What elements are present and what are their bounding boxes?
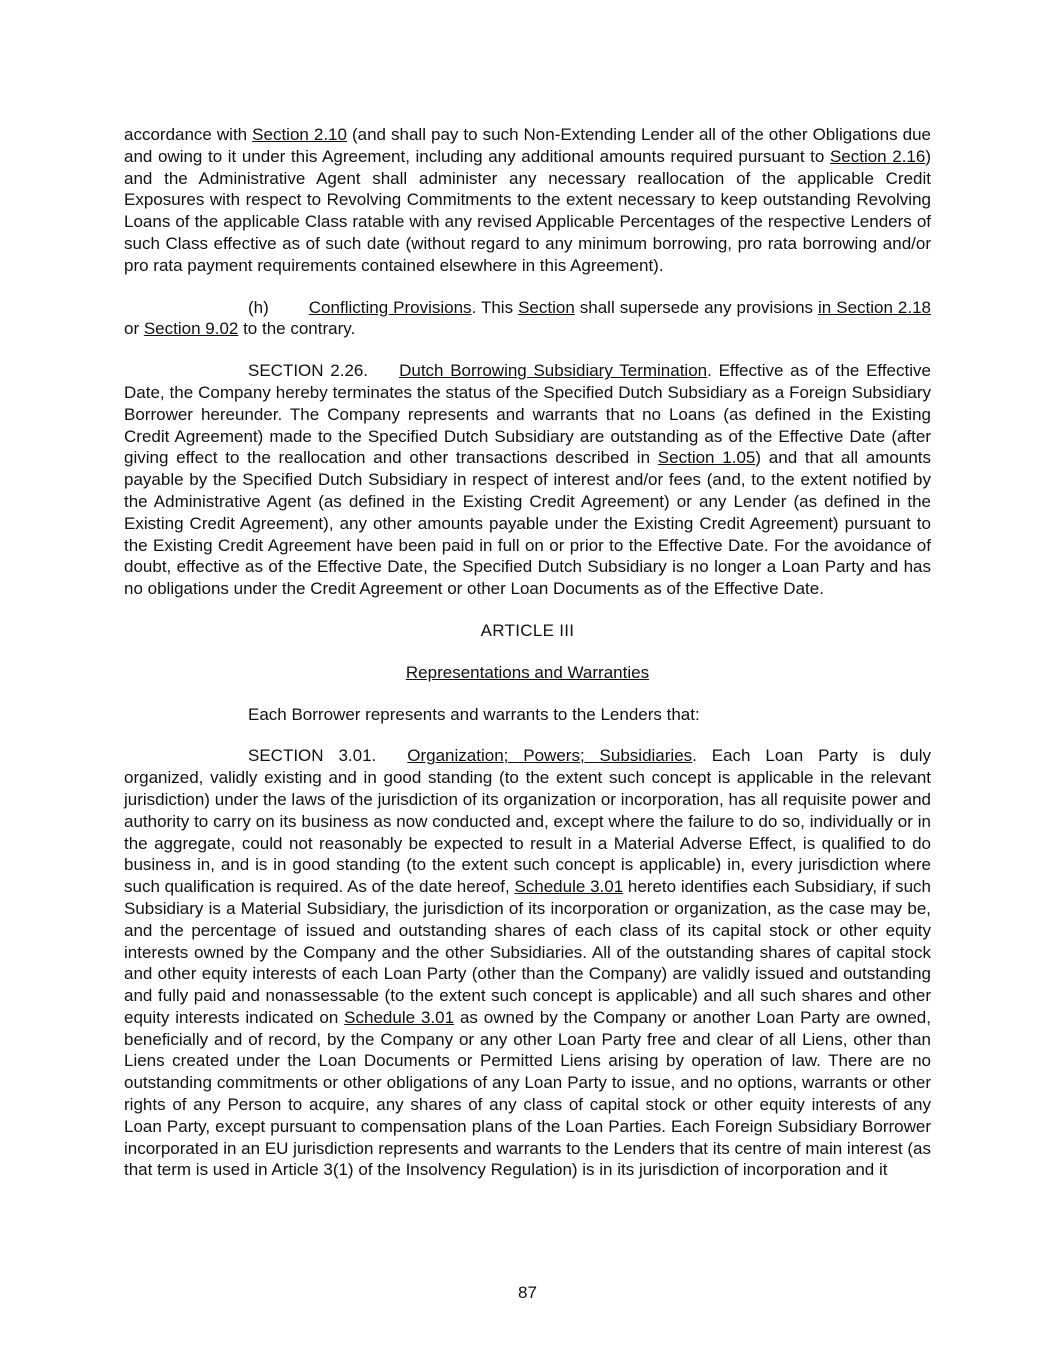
section-reference: Section — [518, 297, 575, 317]
text: to the contrary. — [238, 319, 356, 339]
paragraph-continuation — [124, 124, 931, 277]
clause-heading: Conflicting Provisions — [308, 297, 472, 317]
page-number: 87 — [518, 1283, 537, 1302]
section-reference: Section 9.02 — [143, 319, 239, 339]
text: as owned by the Company or another Loan Party are owned, beneficially and of record, by the Company or any other Loan Party free and clear of all Liens, other than Liens created under the Loan Documents or Permitted Liens arising by operation of law. There are no outstanding commitments or other obligations of any Loan Party to issue, and no options, warrants or other rights of any Person to acquire, any shares of any class of capital stock or other equity interests of any Loan Party, except pursuant to compensation plans of the Loan Parties. Each Foreign Subsidiary Borrower incorporated in an EU jurisdiction represents and warrants to the Lenders that its centre of main interest (as that term is used in Article 3(1) of the Insolvency Regulation) is in its jurisdiction of incorporation and it — [124, 1007, 931, 1180]
text: shall supersede any provisions — [574, 297, 819, 317]
text: (and shall pay to such Non-Extending Lender all of the other Obligations due and owing to it under this Agreement, including any additional amounts required pursuant to — [124, 125, 931, 166]
text: . This — [471, 297, 519, 317]
section-heading: Organization; Powers; Subsidiaries — [407, 746, 693, 766]
section-reference: Section 2.10 — [252, 125, 347, 144]
lead-in-paragraph: Each Borrower represents and warrants to the Lenders that: — [248, 704, 700, 724]
text: . Each Loan Party is duly organized, validly existing and in good standing (to the extent such concept is applicable in the relevant jurisdiction) under the laws of the jurisdiction of its organization or incorporation, has all requisite power and authority to carry on its business as now conducted and, except where the failure to do so, individually or in the aggregate, could not reasonably be expected to result in a Material Adverse Effect, is qualified to do business in, and is in good standing (to the extent such concept is applicable) in, every jurisdiction where such qualification is required. As of the date hereof, — [124, 746, 931, 897]
document-page — [124, 124, 931, 1181]
section-reference: Section 1.05 — [657, 448, 756, 468]
text: accordance with — [124, 125, 253, 144]
text: ) and that all amounts payable by the Specified Dutch Subsidiary in respect of interest and/or fees (and, to the extent notified by the Administrative Agent (as defined in the Existing Credit Agreement) or any Lender (as defined in the Existing Credit Agreement), any other amounts payable under the Existing Credit Agreement) pursuant to the Existing Credit Agreement have been paid in full on or prior to the Effective Date. For the avoidance of doubt, effective as of the Effective Date, the Specified Dutch Subsidiary is no longer a Loan Party and has no obligations under the Credit Agreement or other Loan Documents as of the Effective Date. — [124, 448, 932, 599]
text: . Effective as of the Effective Date, the Company hereby terminates the status of the Specified Dutch Subsidiary as a Foreign Subsidiary Borrower hereunder. The Company represents and warrants that no Loans (as defined in the Existing Credit Agreement) made to the Specified Dutch Subsidiary are outstanding as of the Effective Date (after giving effect to the reallocation and other transactions described in — [124, 361, 931, 468]
section-3-01 — [124, 745, 931, 1181]
article-subtitle — [124, 662, 931, 684]
schedule-reference: Schedule 3.01 — [344, 1007, 455, 1027]
text: or — [124, 319, 144, 339]
section-number: SECTION 2.26. — [248, 361, 369, 381]
schedule-reference: Schedule 3.01 — [514, 877, 624, 897]
text: ) and the Administrative Agent shall administer any necessary reallocation of the applicable Credit Exposures with respect to Revolving Commitments to the extent necessary to keep outstanding Revolving Loans of the applicable Class ratable with any revised Applicable Percentages of the respective Lenders of such Class effective as of such date (without regard to any minimum borrowing, pro rata borrowing and/or pro rata payment requirements contained elsewhere in this Agreement). — [124, 146, 931, 275]
clause-label: (h) — [248, 297, 269, 317]
section-heading: Dutch Borrowing Subsidiary Termination — [399, 361, 708, 381]
text: hereto identifies each Subsidiary, if such Subsidiary is a Material Subsidiary, the jurisdiction of its incorporation or organization, as the case may be, and the percentage of issued and outstanding shares of each class of its capital stock or other equity interests owned by the Company and the other Subsidiaries. All of the outstanding shares of capital stock and other equity interests of each Loan Party (other than the Company) are validly issued and outstanding and fully paid and nonassessable (to the extent such concept is applicable) and all such shares and other equity interests indicated on — [124, 877, 931, 1027]
section-reference: in Section 2.18 — [818, 297, 932, 317]
paragraph-conflicting-provisions — [124, 297, 931, 341]
article-title: ARTICLE III — [480, 620, 575, 640]
section-2-26 — [124, 360, 931, 600]
article-subtitle-text: Representations and Warranties — [405, 662, 650, 682]
section-number: SECTION 3.01. — [248, 746, 377, 766]
section-reference: Section 2.16 — [829, 146, 926, 166]
